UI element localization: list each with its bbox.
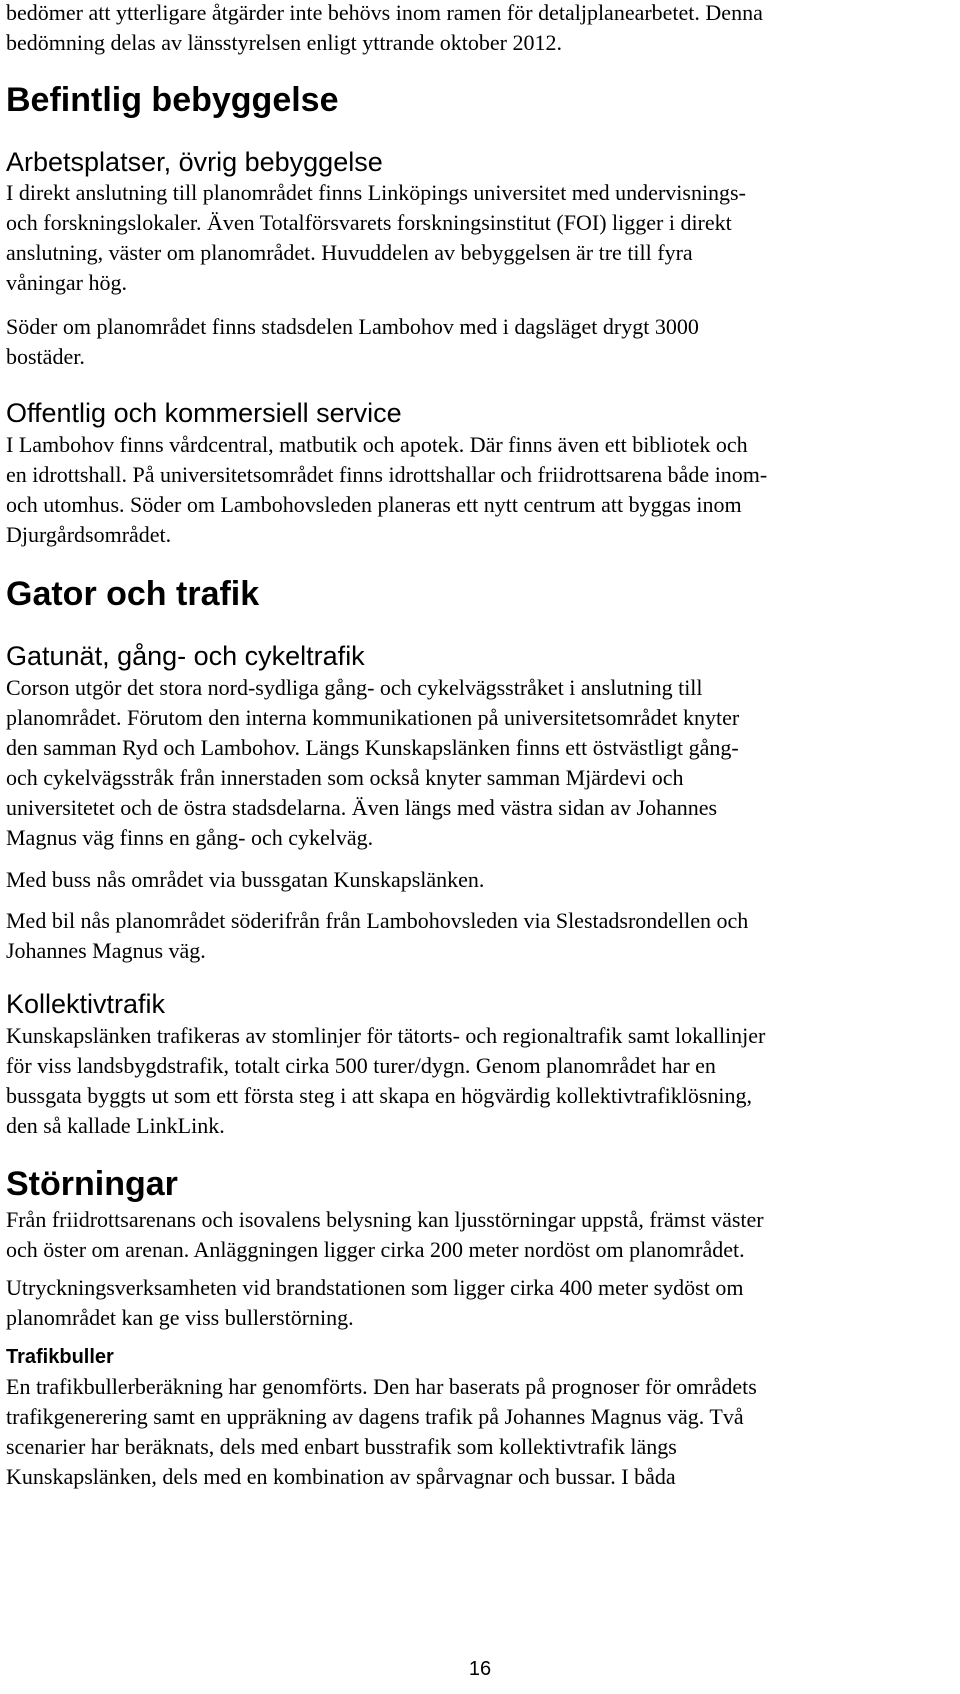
paragraph-buss: Med buss nås området via bussgatan Kunskapslänken.	[6, 867, 485, 892]
page-number: 16	[468, 1658, 492, 1680]
heading-gatunat: Gatunät, gång- och cykeltrafik	[6, 641, 365, 671]
heading-kollektivtrafik: Kollektivtrafik	[6, 989, 166, 1019]
paragraph-offentlig-service: I Lambohov finns vårdcentral, matbutik och apotek. Där finns även ett bibliotek och en idrottshall. På universitetsområdet finns idrottshallar och friidrottsarena både inom- och utomhus. Söder om Lambohovsleden planeras ett nytt centrum att byggas inom Djurgårdsområdet.	[6, 432, 768, 547]
paragraph-kollektivtrafik: Kunskapslänken trafikeras av stomlinjer för tätorts- och regionaltrafik samt lokallinjer för viss landsbygdstrafik, totalt cirka 500 turer/dygn. Genom planområdet har en bussgata byggts ut som ett första steg i att skapa en högvärdig kollektivtrafiklösning, den så kallade LinkLink.	[6, 1023, 766, 1138]
heading-gator-och-trafik: Gator och trafik	[6, 575, 260, 613]
heading-befintlig-bebyggelse: Befintlig bebyggelse	[6, 81, 339, 119]
paragraph-arbetsplatser: I direkt anslutning till planområdet finns Linköpings universitet med undervisnings- och forskningslokaler. Även Totalförsvarets forskningsinstitut (FOI) ligger i direkt anslutning, väster om planområdet. Huvuddelen av bebyggelsen är tre till fyra våningar hög.	[6, 180, 746, 295]
paragraph-trafikbuller: En trafikbullerberäkning har genomförts. Den har baserats på prognoser för områdets trafikgenerering samt en uppräkning av dagens trafik på Johannes Magnus väg. Två scenarier har beräknats, dels med enbart busstrafik som kollektivtrafik längs Kunskapslänken, dels med en kombination av spårvagnar och bussar. I båda	[6, 1374, 757, 1489]
paragraph-lambohov-bostader: Söder om planområdet finns stadsdelen Lambohov med i dagsläget drygt 3000 bostäder.	[6, 314, 699, 369]
heading-storningar: Störningar	[6, 1165, 178, 1203]
paragraph-bil: Med bil nås planområdet söderifrån från Lambohovsleden via Slestadsrondellen och Johannes Magnus väg.	[6, 908, 749, 963]
paragraph-gatunat: Corson utgör det stora nord-sydliga gång- och cykelvägsstråket i anslutning till planområdet. Förutom den interna kommunikationen på universitetsområdet knyter den samman Ryd och Lambohov. Längs Kunskapslänken finns ett östvästligt gång- och cykelvägsstråk från innerstaden som också knyter samman Mjärdevi och universitetet och de östra stadsdelarna. Även längs med västra sidan av Johannes Magnus väg finns en gång- och cykelväg.	[6, 675, 740, 850]
heading-trafikbuller: Trafikbuller	[6, 1346, 114, 1368]
paragraph-utryckning: Utryckningsverksamheten vid brandstationen som ligger cirka 400 meter sydöst om planområdet kan ge viss bullerstörning.	[6, 1275, 744, 1330]
paragraph-ljusstorningar: Från friidrottsarenans och isovalens belysning kan ljusstörningar uppstå, främst väster och öster om arenan. Anläggningen ligger cirka 200 meter nordöst om planområdet.	[6, 1207, 764, 1262]
paragraph-intro-continued: bedömer att ytterligare åtgärder inte behövs inom ramen för detaljplanearbetet. Denna bedömning delas av länsstyrelsen enligt yttrande oktober 2012.	[6, 0, 763, 55]
heading-offentlig-service: Offentlig och kommersiell service	[6, 398, 402, 428]
heading-arbetsplatser: Arbetsplatser, övrig bebyggelse	[6, 147, 383, 177]
